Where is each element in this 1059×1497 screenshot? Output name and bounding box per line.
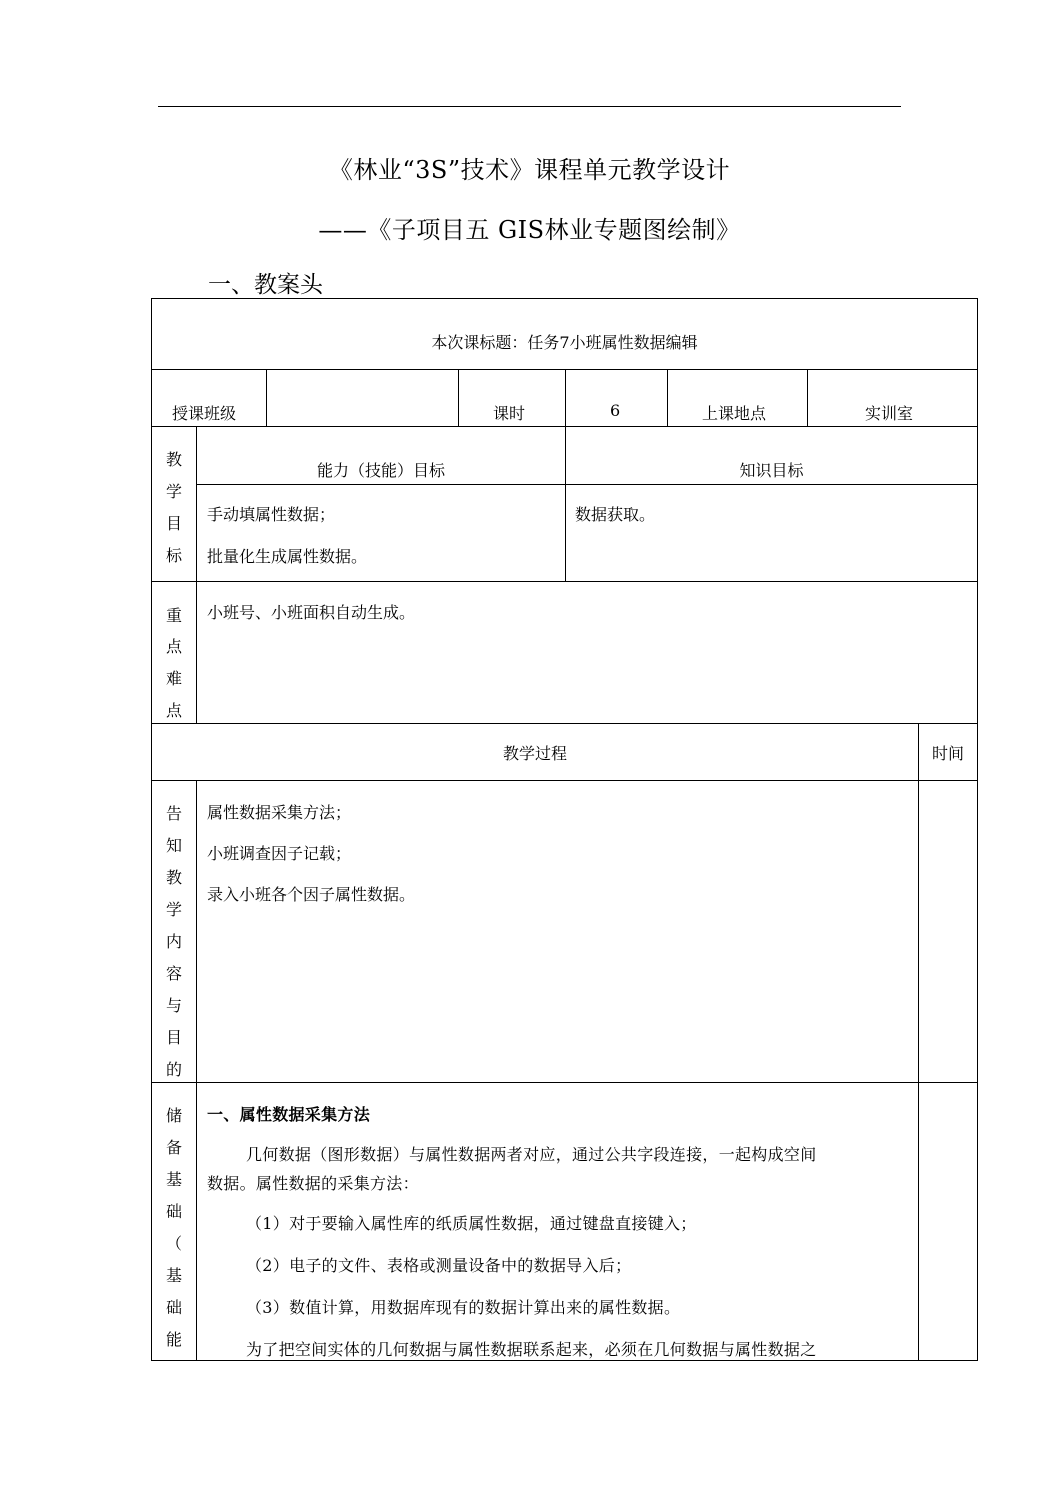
inform-side-char: 学 xyxy=(165,900,182,919)
inform-item: 小班调查因子记载； xyxy=(207,844,352,863)
knowledge-header: 知识目标 xyxy=(739,461,804,480)
reserve-side-char: 能 xyxy=(165,1330,182,1349)
objectives-side-char: 目 xyxy=(165,514,182,533)
difficulty-side-char: 重 xyxy=(165,606,182,625)
reserve-list-item: （1）对于要输入属性库的纸质属性数据，通过键盘直接键入； xyxy=(246,1214,697,1233)
ability-item: 手动填属性数据； xyxy=(207,505,336,524)
inform-side-char: 教 xyxy=(165,868,182,887)
reserve-paragraph-line: 为了把空间实体的几何数据与属性数据联系起来，必须在几何数据与属性数据之 xyxy=(246,1340,817,1359)
inform-side-char: 的 xyxy=(165,1060,182,1079)
header-rule xyxy=(158,106,901,107)
knowledge-items-cell xyxy=(565,484,978,582)
reserve-side-char: 储 xyxy=(165,1106,182,1125)
reserve-list-item: （3）数值计算，用数据库现有的数据计算出来的属性数据。 xyxy=(246,1298,681,1317)
objectives-side-char: 教 xyxy=(165,450,182,469)
reserve-side-char: 基 xyxy=(165,1170,182,1189)
inform-content-cell xyxy=(196,780,919,1083)
location-label: 上课地点 xyxy=(702,404,767,423)
hours-value: 6 xyxy=(610,401,621,420)
difficulty-side-char: 点 xyxy=(165,637,182,656)
inform-side-char: 目 xyxy=(165,1028,182,1047)
reserve-paragraph-line: 几何数据（图形数据）与属性数据两者对应，通过公共字段连接，一起构成空间 xyxy=(246,1145,817,1164)
class-label: 授课班级 xyxy=(172,404,237,423)
ability-item: 批量化生成属性数据。 xyxy=(207,547,368,566)
time-header: 时间 xyxy=(931,744,964,763)
location-value: 实训室 xyxy=(865,404,914,423)
difficulty-side-char: 难 xyxy=(165,669,182,688)
document-title: 《林业“3S”技术》课程单元教学设计 xyxy=(328,156,731,184)
reserve-time-cell xyxy=(918,1082,978,1361)
objectives-side-char: 学 xyxy=(165,482,182,501)
inform-side-char: 知 xyxy=(165,836,182,855)
inform-time-cell xyxy=(918,780,978,1083)
lesson-title: 本次课标题：任务7小班属性数据编辑 xyxy=(431,333,698,352)
difficulty-side-char: 点 xyxy=(165,701,182,720)
reserve-side-char: 础 xyxy=(165,1202,182,1221)
document-subtitle: ——《子项目五 GIS林业专题图绘制》 xyxy=(318,216,741,244)
inform-item: 属性数据采集方法； xyxy=(207,803,352,822)
inform-side-char: 告 xyxy=(165,804,182,823)
knowledge-item: 数据获取。 xyxy=(575,505,656,524)
reserve-heading: 一、属性数据采集方法 xyxy=(207,1105,371,1124)
reserve-side-char: 础 xyxy=(165,1298,182,1317)
section-heading: 一、教案头 xyxy=(208,272,323,298)
reserve-side-char: （ xyxy=(165,1234,182,1253)
inform-side-char: 容 xyxy=(165,964,182,983)
reserve-side-char: 备 xyxy=(165,1138,182,1157)
reserve-paragraph-line: 数据。属性数据的采集方法： xyxy=(207,1174,419,1193)
difficulty-text: 小班号、小班面积自动生成。 xyxy=(207,603,416,622)
reserve-side-char: 基 xyxy=(165,1266,182,1285)
inform-side-char: 与 xyxy=(165,996,182,1015)
inform-side-char: 内 xyxy=(165,932,182,951)
inform-item: 录入小班各个因子属性数据。 xyxy=(207,885,416,904)
objectives-side-char: 标 xyxy=(165,546,182,565)
reserve-list-item: （2）电子的文件、表格或测量设备中的数据导入后； xyxy=(246,1256,632,1275)
ability-header: 能力（技能）目标 xyxy=(316,461,445,480)
ability-items-cell xyxy=(196,484,566,582)
hours-label: 课时 xyxy=(493,404,526,423)
class-value-cell xyxy=(266,369,459,427)
process-header: 教学过程 xyxy=(502,744,567,763)
